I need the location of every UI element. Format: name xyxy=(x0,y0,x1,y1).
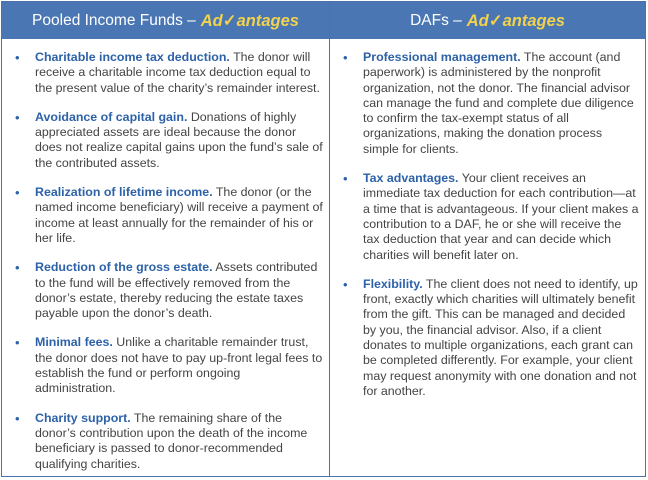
bullet-icon: • xyxy=(15,109,20,125)
header-title: Pooled Income Funds – xyxy=(32,11,196,29)
advantages-list xyxy=(330,39,645,399)
list-item xyxy=(2,335,329,396)
checkmark-icon: ✓ xyxy=(222,11,237,30)
bullet-icon: • xyxy=(15,335,20,351)
list-item xyxy=(2,50,329,96)
item-text: The client does not need to identify, up front, exactly which charities will ultimately benefit from the gift. This can be managed and decided by you, the financial advisor. Also, if a client donates to multiple organizations, each grant can be completed differently. For example, your client may request anonymity with one donation and not for another. xyxy=(363,276,638,398)
bullet-icon: • xyxy=(15,185,20,201)
column-header-pooled-income-funds xyxy=(2,2,329,39)
item-title: Reduction of the gross estate. xyxy=(35,260,213,275)
list-item xyxy=(2,260,329,321)
item-text: Assets contributed to the fund will be effectively removed from the donor’s estate, thereby reducing the estate taxes payable upon the donor’s death. xyxy=(35,260,318,321)
checkmark-icon: ✓ xyxy=(488,11,503,30)
bullet-icon: • xyxy=(343,171,348,187)
pooled-income-funds-column xyxy=(2,2,330,476)
list-item xyxy=(2,185,329,246)
item-title: Avoidance of capital gain. xyxy=(35,109,188,124)
item-title: Charitable income tax deduction. xyxy=(35,50,230,64)
list-item xyxy=(330,171,645,263)
advantages-wordmark: Ad✓antages xyxy=(466,11,565,30)
column-header-dafs xyxy=(330,2,645,39)
item-text: The remaining share of the donor’s contribution upon the death of the income beneficiary is passed to donor-recommended qualifying charities. xyxy=(35,410,308,471)
list-item xyxy=(2,411,329,472)
bullet-icon: • xyxy=(15,260,20,276)
item-title: Flexibility. xyxy=(363,276,423,291)
item-title: Professional management. xyxy=(363,50,521,64)
item-text: The donor (or the named income beneficiary) will receive a payment of income at least annually for the remainder of his or her life. xyxy=(35,185,323,245)
list-item xyxy=(2,110,329,171)
item-text: Donations of highly appreciated assets are ideal because the donor does not realize capital gains upon the fund’s sale of the contributed assets. xyxy=(35,109,323,170)
advantages-list xyxy=(2,39,329,472)
item-text: The donor will receive a charitable income tax deduction equal to the present value of the charity’s remainder interest. xyxy=(35,50,320,95)
list-item xyxy=(330,50,645,157)
list-item xyxy=(330,277,645,399)
item-title: Minimal fees. xyxy=(35,335,113,350)
item-text: Unlike a charitable remainder trust, the donor does not have to pay up-front legal fees to establish the fund or perform ongoing administration. xyxy=(35,335,323,396)
comparison-table xyxy=(1,1,646,477)
header-title: DAFs – xyxy=(410,11,462,29)
bullet-icon: • xyxy=(343,276,348,292)
bullet-icon: • xyxy=(15,410,20,426)
item-text: Your client receives an immediate tax deduction for each contribution—at a time that is advantageous. If your client makes a contribution to a DAF, he or she will receive the tax deduction that year and can decide which charities will benefit later on. xyxy=(363,171,639,262)
advantages-wordmark: Ad✓antages xyxy=(200,11,299,30)
bullet-icon: • xyxy=(343,50,348,65)
bullet-icon: • xyxy=(15,50,20,65)
item-title: Charity support. xyxy=(35,410,131,425)
item-text: The account (and paperwork) is administered by the nonprofit organization, not the donor. The financial advisor can manage the fund and complete due diligence to confirm the tax-exempt status of all organizations, making the donation process simple for clients. xyxy=(363,50,634,156)
dafs-column xyxy=(330,2,645,476)
item-title: Realization of lifetime income. xyxy=(35,185,213,200)
item-title: Tax advantages. xyxy=(363,171,459,186)
